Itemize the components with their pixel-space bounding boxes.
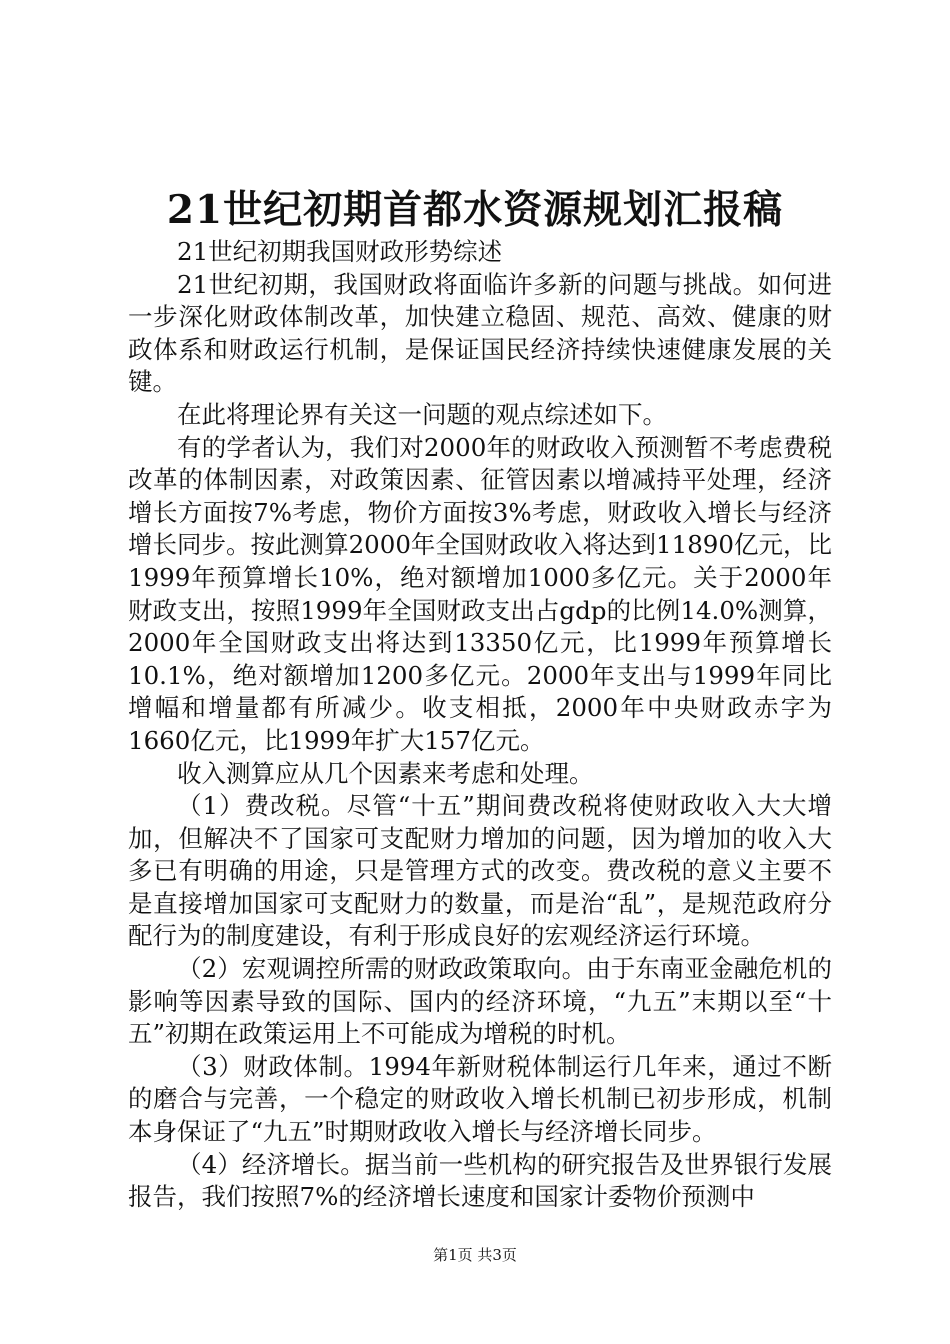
paragraph: （1）费改税。尽管“十五”期间费改税将使财政收入大大增加，但解决不了国家可支配财力增加的问题，因为增加的收入大多已有明确的用途，只是管理方式的改变。费改税的意义主要不是直接增加国家可支配财力的数量，而是治“乱”，是规范政府分配行为的制度建设，有利于形成良好的宏观经济运行环境。 bbox=[128, 791, 832, 951]
paragraph: 有的学者认为，我们对2000年的财政收入预测暂不考虑费税改革的体制因素，对政策因素、征管因素以增减持平处理，经济增长方面按7%考虑，物价方面按3%考虑，财政收入增长与经济增长同步。按此测算2000年全国财政收入将达到11890亿元，比1999年预算增长10%，绝对额增加1000多亿元。关于2000年财政支出，按照1999年全国财政支出占gdp的比例14.0%测算，2000年全国财政支出将达到13350亿元，比1999年预算增长10.1%，绝对额增加1200多亿元。2000年支出与1999年同比增幅和增量都有所减少。收支相抵，2000年中央财政赤字为1660亿元，比1999年扩大157亿元。 bbox=[128, 432, 832, 755]
paragraph: 在此将理论界有关这一问题的观点综述如下。 bbox=[177, 399, 667, 429]
paragraph: （3）财政体制。1994年新财税体制运行几年来，通过不断的磨合与完善，一个稳定的财政收入增长机制已初步形成，机制本身保证了“九五”时期财政收入增长与经济增长同步。 bbox=[128, 1051, 832, 1147]
document-body bbox=[128, 236, 832, 1214]
section-heading: 21世纪初期我国财政形势综述 bbox=[177, 237, 503, 266]
page-footer: 第1页 共3页 bbox=[433, 1246, 517, 1264]
paragraph: （2）宏观调控所需的财政政策取向。由于东南亚金融危机的影响等因素导致的国际、国内的经济环境，“九五”末期以至“十五”初期在政策运用上不可能成为增税的时机。 bbox=[128, 954, 832, 1049]
paragraph: （4）经济增长。据当前一些机构的研究报告及世界银行发展报告，我们按照7%的经济增长速度和国家计委物价预测中 bbox=[128, 1149, 832, 1212]
document-title: 21世纪初期首都水资源规划汇报稿 bbox=[166, 187, 784, 233]
paragraph: 21世纪初期，我国财政将面临许多新的问题与挑战。如何进一步深化财政体制改革，加快建立稳固、规范、高效、健康的财政体系和财政运行机制，是保证国民经济持续快速健康发展的关键。 bbox=[128, 269, 832, 397]
paragraph: 收入测算应从几个因素来考虑和处理。 bbox=[177, 758, 594, 788]
